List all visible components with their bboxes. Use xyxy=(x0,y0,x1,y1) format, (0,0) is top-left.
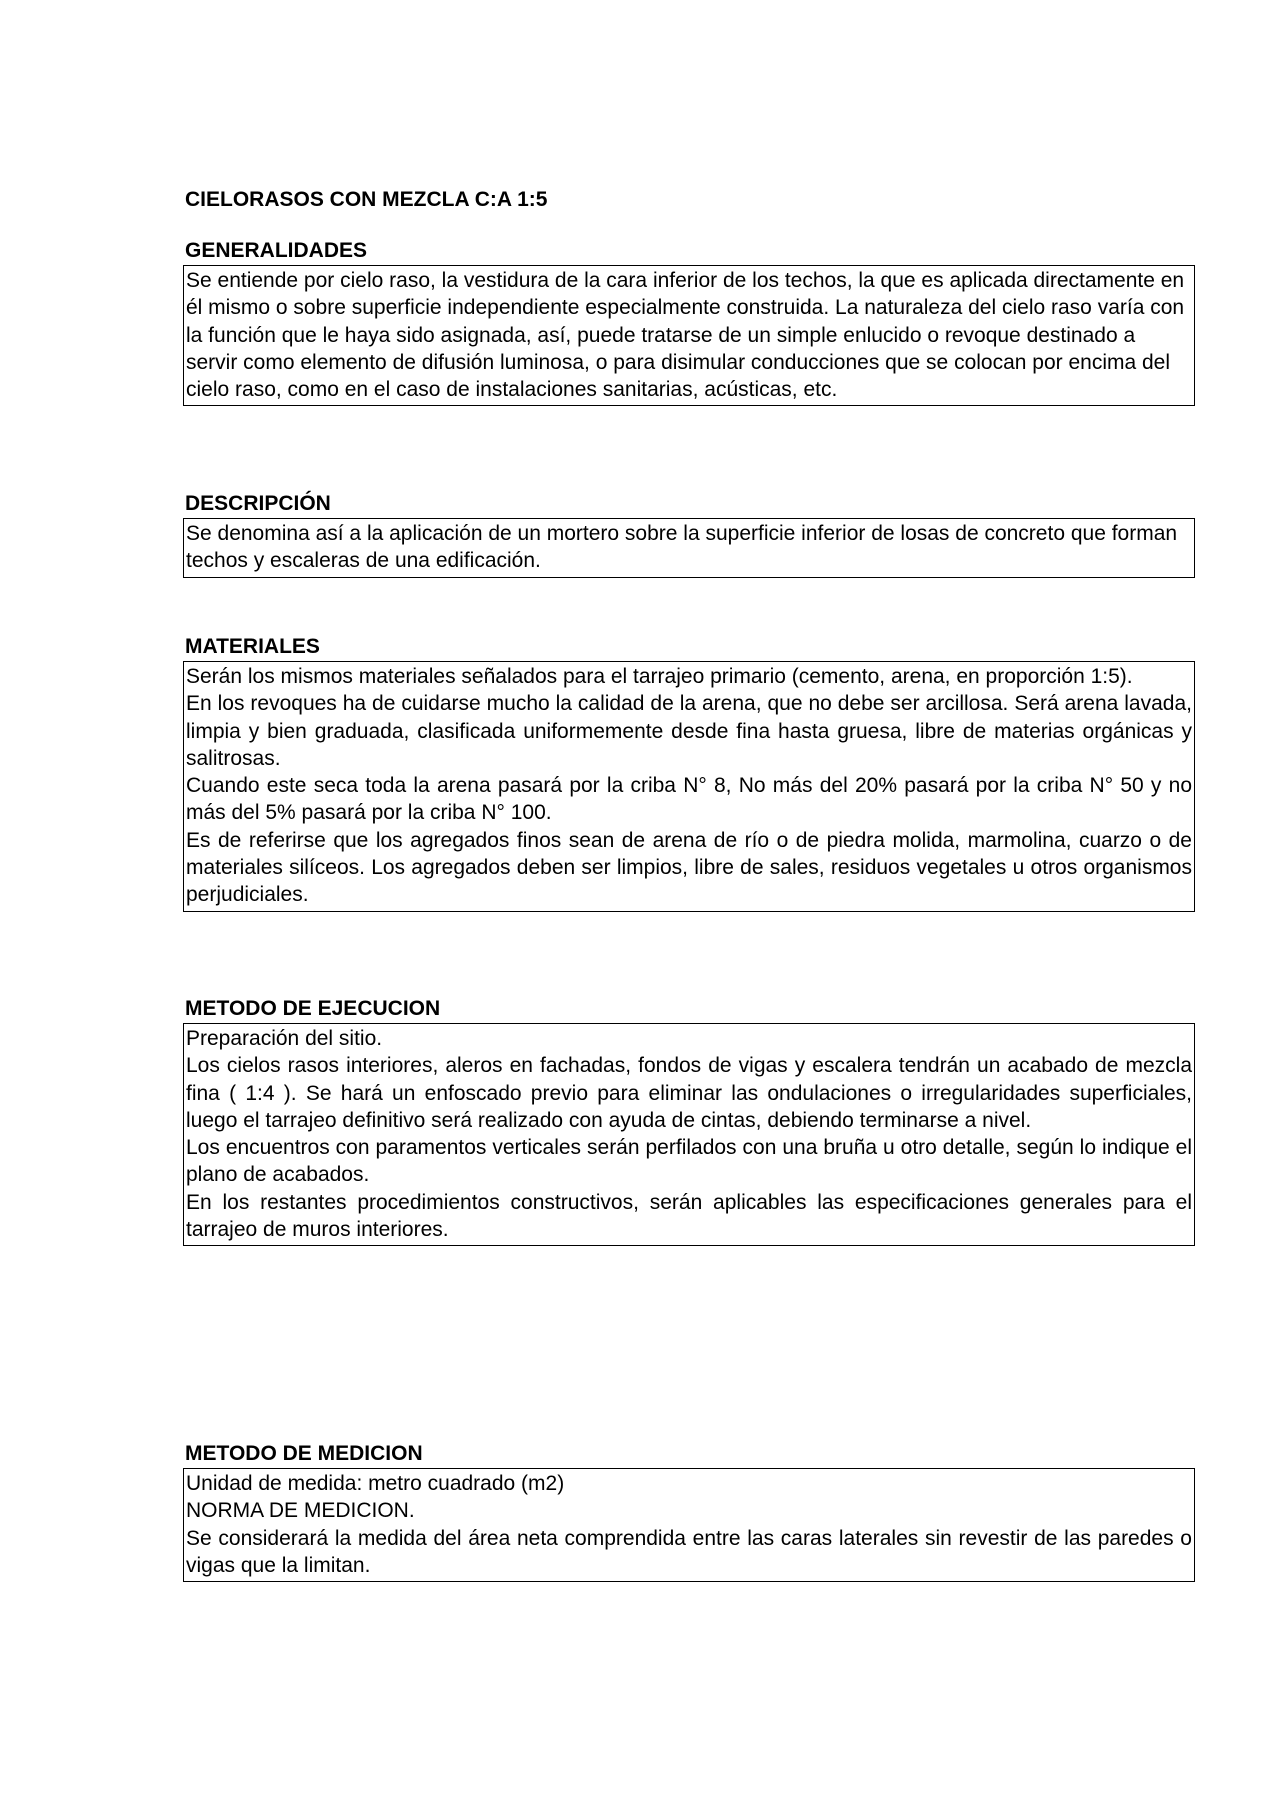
paragraph-metodo-medicion-1: Unidad de medida: metro cuadrado (m2) xyxy=(186,1472,565,1495)
paragraph-metodo-medicion-3: Se considerará la medida del área neta comprendida entre las caras laterales sin revestir de las paredes o vigas que la limitan. xyxy=(186,1526,1192,1577)
section-materiales xyxy=(183,634,1195,912)
section-descripcion xyxy=(183,491,1195,578)
paragraph-metodo-ejecucion-4: En los restantes procedimientos constructivos, serán aplicables las especificaciones generales para el tarrajeo de muros interiores. xyxy=(186,1190,1192,1242)
section-box-generalidades xyxy=(183,265,1195,406)
paragraph-metodo-ejecucion-2: Los cielos rasos interiores, aleros en fachadas, fondos de vigas y escalera tendrán un acabado de mezcla fina ( 1:4 ). Se hará un enfoscado previo para eliminar las ondulaciones o irregularidades superficiales, luego el tarrajeo definitivo será realizado con ayuda de cintas, debiendo terminarse a nivel. xyxy=(186,1054,1192,1132)
section-heading-descripcion: DESCRIPCIÓN xyxy=(185,492,331,515)
paragraph-materiales-1: Serán los mismos materiales señalados para el tarrajeo primario (cemento, arena, en proporción 1:5). xyxy=(186,665,1133,688)
section-metodo-ejecucion xyxy=(183,996,1195,1246)
document-title: CIELORASOS CON MEZCLA C:A 1:5 xyxy=(185,188,548,211)
paragraph-metodo-medicion-2: NORMA DE MEDICION. xyxy=(186,1499,415,1523)
section-box-metodo-medicion xyxy=(183,1468,1195,1582)
paragraph-metodo-ejecucion-3: Los encuentros con paramentos verticales serán perfilados con una bruña u otro detalle, según lo indique el plano de acabados. xyxy=(186,1136,1192,1187)
section-box-descripcion xyxy=(183,518,1195,578)
paragraph-materiales-2: En los revoques ha de cuidarse mucho la calidad de la arena, que no debe ser arcillosa. Será arena lavada, limpia y bien graduada, clasificada uniformemente desde fina hasta gruesa, libre de materias orgánicas y salitrosas. xyxy=(186,692,1192,770)
paragraph-descripcion-1: Se denomina así a la aplicación de un mortero sobre la superficie inferior de losas de concreto que forman techos y escaleras de una edificación. xyxy=(186,522,1178,573)
paragraph-generalidades-1: Se entiende por cielo raso, la vestidura de la cara inferior de los techos, la que es aplicada directamente en él mismo o sobre superficie independiente especialmente construida. La naturaleza del cielo raso varía con la función que le haya sido asignada, así, puede tratarse de un simple enlucido o revoque destinado a servir como elemento de difusión luminosa, o para disimular conducciones que se colocan por encima del cielo raso, como en el caso de instalaciones sanitarias, acústicas, etc. xyxy=(186,269,1185,402)
paragraph-materiales-3: Cuando este seca toda la arena pasará por la criba N° 8, No más del 20% pasará por la criba N° 50 y no más del 5% pasará por la criba N° 100. xyxy=(186,774,1192,825)
section-heading-materiales: MATERIALES xyxy=(185,635,320,658)
section-box-materiales xyxy=(183,661,1195,912)
paragraph-materiales-4: Es de referirse que los agregados finos sean de arena de río o de piedra molida, marmolina, cuarzo o de materiales silíceos. Los agregados deben ser limpios, libre de sales, residuos vegetales u otros organismos perjudiciales. xyxy=(186,828,1192,907)
section-heading-generalidades: GENERALIDADES xyxy=(185,239,368,262)
paragraph-metodo-ejecucion-1: Preparación del sitio. xyxy=(186,1027,383,1050)
section-heading-metodo-medicion: METODO DE MEDICION xyxy=(185,1442,423,1465)
section-generalidades xyxy=(183,238,1195,406)
section-box-metodo-ejecucion xyxy=(183,1023,1195,1246)
section-heading-metodo-ejecucion: METODO DE EJECUCION xyxy=(185,997,441,1020)
section-metodo-medicion xyxy=(183,1441,1195,1582)
